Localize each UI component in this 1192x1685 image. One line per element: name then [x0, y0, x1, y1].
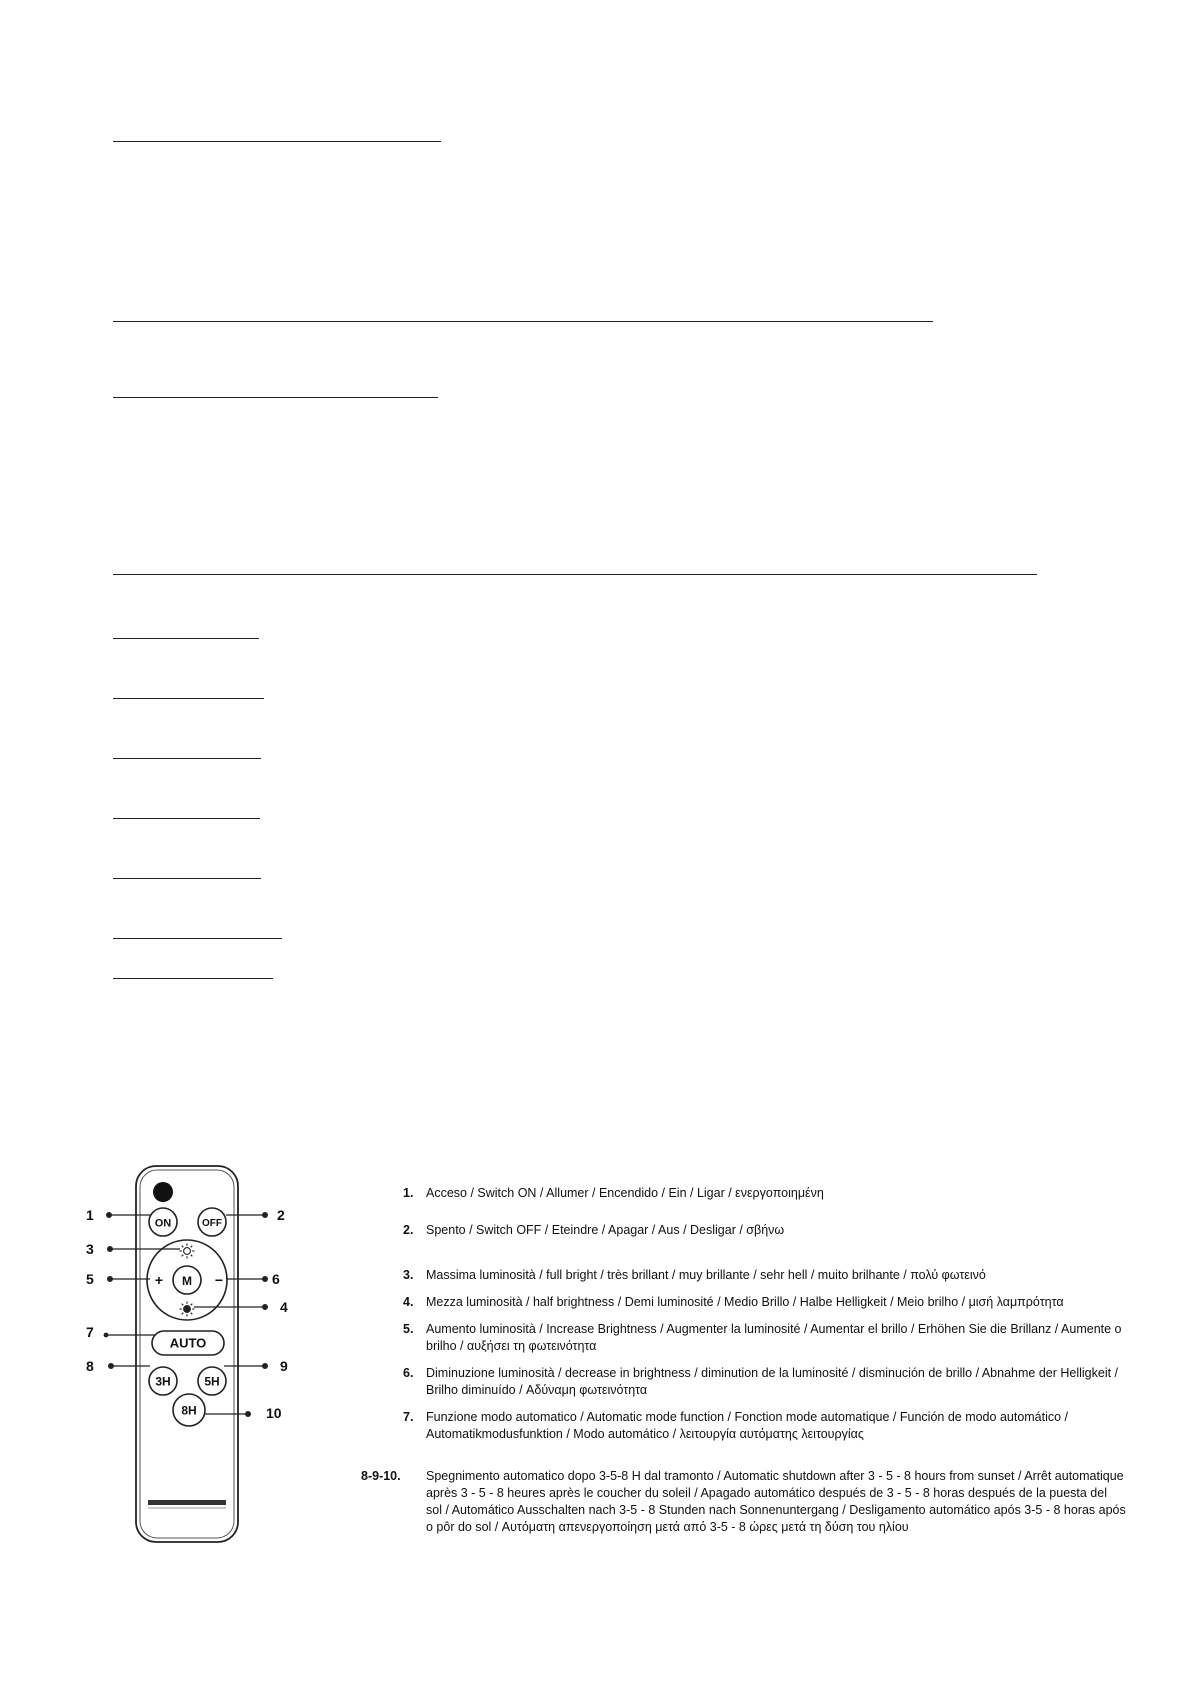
callout-number: 5 [86, 1271, 94, 1287]
underline-rule [113, 758, 261, 759]
minus-button-label: − [214, 1272, 224, 1288]
item-number: 2. [403, 1223, 414, 1237]
callout-number: 10 [266, 1405, 282, 1421]
underline-rule [113, 574, 1037, 575]
mode-button-label: M [182, 1274, 192, 1288]
remote-bottom-grip [148, 1500, 226, 1505]
item-text: Spegnimento automatico dopo 3-5-8 H dal tramonto / Automatic shutdown after 3 - 5 - 8 hours from sunset / Arrêt automatique après 3 - 5 - 8 heures après le coucher du soleil / Apagado automático después de 3 - 5 - 8 horas después de la puesta del sol / Automático Ausschalten nach 3-5 - 8 Stunden nach Sonnenuntergang / Desligamento automático após 3-5 - 8 horas após o pôr do sol / Αυτόματη απενεργοποίηση μετά από 3-5 - 8 ώρες μετά τη δύση του ηλίου [426, 1469, 1126, 1534]
underline-rule [113, 818, 260, 819]
callout-number: 7 [86, 1324, 94, 1340]
item-text: Mezza luminosità / half brightness / Demi luminosité / Medio Brillo / Halbe Helligkeit / Meio brilho / μισή λαμπρότητα [426, 1295, 1064, 1309]
underline-rule [113, 878, 261, 879]
item-number: 6. [403, 1366, 414, 1380]
underline-rule [113, 321, 933, 322]
off-button-label: OFF [202, 1218, 222, 1229]
callout-number: 8 [86, 1358, 94, 1374]
item-text: Funzione modo automatico / Automatic mode function / Fonction mode automatique / Función de modo automático / Automatikmodusfunktion / Modo automático / λειτουργία αυτόματης λειτουργίας [426, 1410, 1069, 1441]
callout-number: 9 [280, 1358, 288, 1374]
on-button-label: ON [154, 1217, 172, 1230]
item-number: 3. [403, 1268, 414, 1282]
remote-control-diagram [70, 1158, 360, 1548]
item-number: 7. [403, 1410, 414, 1424]
plus-button-label: + [154, 1272, 164, 1288]
underline-rule [113, 397, 438, 398]
callout-number: 6 [272, 1271, 280, 1287]
led-indicator [153, 1182, 173, 1202]
item-text: Massima luminosità / full bright / très brillant / muy brillante / sehr hell / muito brilhante / πολύ φωτεινό [426, 1268, 986, 1282]
underline-rule [113, 638, 259, 639]
underline-rule [113, 938, 282, 939]
item-text: Spento / Switch OFF / Eteindre / Apagar / Aus / Desligar / σβήνω [426, 1223, 785, 1237]
auto-button-label: AUTO [169, 1335, 207, 1351]
item-number: 8-9-10. [361, 1469, 401, 1483]
callout-number: 4 [280, 1299, 288, 1315]
underline-rule [113, 141, 441, 142]
callout-number: 2 [277, 1207, 285, 1223]
half-bright-sun-icon [180, 1302, 195, 1317]
callout-number: 1 [86, 1207, 94, 1223]
callout-number: 3 [86, 1241, 94, 1257]
timer-3h-label: 3H [155, 1374, 171, 1389]
timer-5h-label: 5H [204, 1374, 220, 1389]
item-text: Diminuzione luminosità / decrease in brightness / diminution de la luminosité / disminución de brillo / Abnahme der Helligkeit / Brilho diminuído / Αδύναμη φωτεινότητα [426, 1366, 1119, 1397]
item-number: 5. [403, 1322, 414, 1336]
item-text: Acceso / Switch ON / Allumer / Encendido / Ein / Ligar / ενεργοποιημένη [426, 1186, 824, 1200]
underline-rule [113, 698, 264, 699]
item-text: Aumento luminosità / Increase Brightness / Augmenter la luminosité / Aumentar el brillo / Erhöhen Sie die Brillanz / Aumente o brilho / αυξήσει τη φωτεινότητα [426, 1322, 1122, 1353]
timer-8h-label: 8H [181, 1403, 197, 1418]
item-number: 4. [403, 1295, 414, 1309]
item-number: 1. [403, 1186, 414, 1200]
underline-rule [113, 978, 273, 979]
